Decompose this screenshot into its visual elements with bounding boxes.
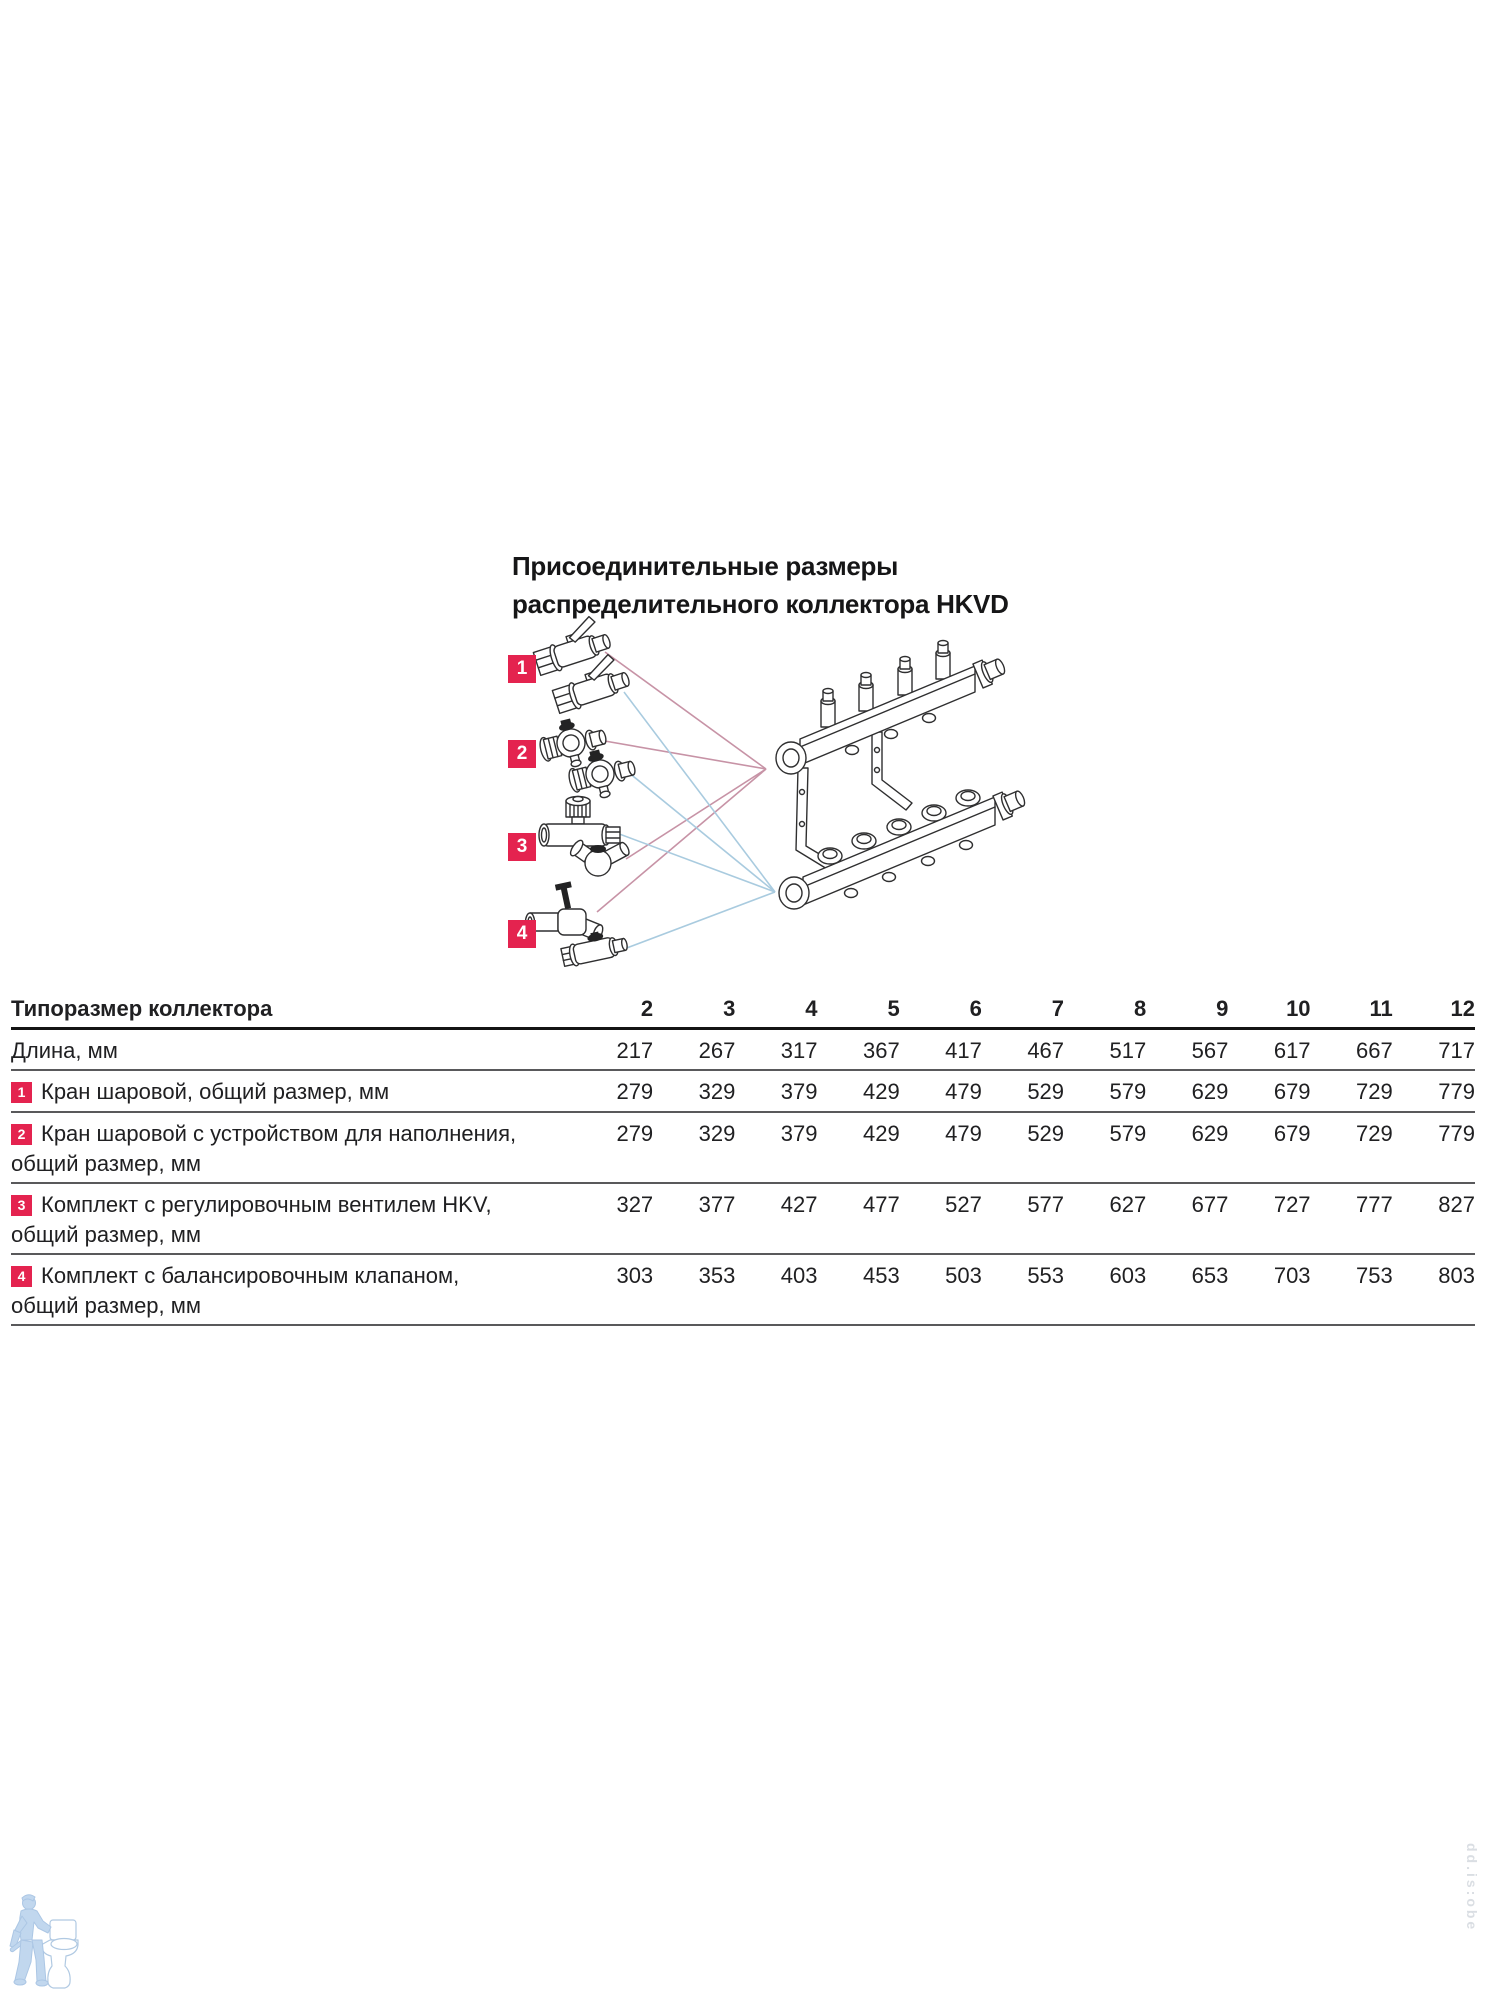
top-header-valve [821,689,835,728]
connector-blue-4 [624,892,775,949]
connector-lines [597,652,775,949]
connector-pink-4 [597,769,766,912]
value-cell: 267 [653,1029,735,1071]
top-header-valve [936,641,950,680]
value-cell: 729 [1311,1112,1393,1183]
size-column-header: 8 [1064,997,1146,1029]
row-label: Комплект с балансировочным клапаном, [41,1263,460,1288]
value-cell: 677 [1146,1183,1228,1254]
value-cell: 403 [735,1254,817,1325]
value-cell: 577 [982,1183,1064,1254]
value-cell: 567 [1146,1029,1228,1071]
size-column-header: 3 [653,997,735,1029]
value-cell: 527 [900,1183,982,1254]
size-column-header: 9 [1146,997,1228,1029]
regulating-valve-illustration-3a [539,797,620,847]
value-cell: 329 [653,1112,735,1183]
table-header-row [11,997,1475,1029]
top-header-valve [898,657,912,696]
value-cell: 529 [982,1112,1064,1183]
value-cell: 553 [982,1254,1064,1325]
value-cell: 279 [571,1112,653,1183]
value-cell: 217 [571,1029,653,1071]
table-row-ball-valve-filling [11,1112,1475,1183]
value-cell: 629 [1146,1070,1228,1112]
value-cell: 317 [735,1029,817,1071]
value-cell: 627 [1064,1183,1146,1254]
value-cell: 803 [1393,1254,1475,1325]
diagram-marker-2: 2 [508,740,536,768]
row-marker-badge: 4 [11,1266,32,1287]
size-column-header: 12 [1393,997,1475,1029]
page-title-line2: распределительного коллектора HKVD [512,589,1009,619]
size-column-header: 10 [1228,997,1310,1029]
value-cell: 679 [1228,1112,1310,1183]
diagram-marker-1: 1 [508,655,536,683]
value-cell: 379 [735,1070,817,1112]
value-cell: 477 [818,1183,900,1254]
row-label-line2: общий размер, мм [11,1293,202,1318]
top-header-valve [859,673,873,712]
value-cell: 303 [571,1254,653,1325]
value-cell: 579 [1064,1112,1146,1183]
value-cell: 753 [1311,1254,1393,1325]
value-cell: 517 [1064,1029,1146,1071]
row-label: Кран шаровой с устройством для наполнения, [41,1121,517,1146]
value-cell: 703 [1228,1254,1310,1325]
value-cell: 467 [982,1029,1064,1071]
size-column-header: 11 [1311,997,1393,1029]
value-cell: 417 [900,1029,982,1071]
table-row-ball-valve [11,1070,1475,1112]
value-cell: 727 [1228,1183,1310,1254]
row-label: Комплект с регулировочным вентилем HKV, [41,1192,492,1217]
side-watermark-text: dd.is:obe [1464,1843,1480,1933]
dimensions-table [11,997,1475,1326]
value-cell: 377 [653,1183,735,1254]
row-label: Длина, мм [11,1038,118,1063]
value-cell: 617 [1228,1029,1310,1071]
table-row-length [11,1029,1475,1071]
connector-blue-2 [628,772,775,892]
value-cell: 777 [1311,1183,1393,1254]
row-label: Кран шаровой, общий размер, мм [41,1079,390,1104]
page-title-line1: Присоединительные размеры [512,551,899,581]
table-row-hkv-set [11,1183,1475,1254]
value-cell: 503 [900,1254,982,1325]
row-label-line2: общий размер, мм [11,1151,202,1176]
table-header-label: Типоразмер коллектора [11,997,571,1029]
value-cell: 653 [1146,1254,1228,1325]
plumber-with-toilet-watermark-icon [8,1878,88,1992]
connector-blue-1 [624,692,775,892]
value-cell: 729 [1311,1070,1393,1112]
value-cell: 603 [1064,1254,1146,1325]
value-cell: 453 [818,1254,900,1325]
value-cell: 327 [571,1183,653,1254]
bottom-header-knob [956,790,980,806]
value-cell: 429 [818,1112,900,1183]
bottom-header-knob [887,819,911,835]
value-cell: 667 [1311,1029,1393,1071]
value-cell: 329 [653,1070,735,1112]
manifold-illustration [776,641,1028,910]
value-cell: 779 [1393,1070,1475,1112]
bottom-header-knob [852,833,876,849]
value-cell: 827 [1393,1183,1475,1254]
balancing-valve-illustration-4a [526,881,605,941]
row-marker-badge: 1 [11,1082,32,1103]
diagram-marker-4: 4 [508,920,536,948]
diagram-marker-3: 3 [508,833,536,861]
connector-pink-1 [605,652,766,769]
manifold-diagram [480,612,1060,1000]
table-row-balancing-set [11,1254,1475,1325]
size-column-header: 7 [982,997,1064,1029]
size-column-header: 4 [735,997,817,1029]
value-cell: 717 [1393,1029,1475,1071]
value-cell: 379 [735,1112,817,1183]
value-cell: 427 [735,1183,817,1254]
value-cell: 429 [818,1070,900,1112]
size-column-header: 6 [900,997,982,1029]
value-cell: 353 [653,1254,735,1325]
row-marker-badge: 3 [11,1195,32,1216]
value-cell: 629 [1146,1112,1228,1183]
value-cell: 579 [1064,1070,1146,1112]
value-cell: 479 [900,1112,982,1183]
row-marker-badge: 2 [11,1124,32,1145]
connector-pink-3 [626,769,766,859]
value-cell: 779 [1393,1112,1475,1183]
size-column-header: 5 [818,997,900,1029]
value-cell: 367 [818,1029,900,1071]
value-cell: 479 [900,1070,982,1112]
value-cell: 279 [571,1070,653,1112]
size-column-header: 2 [571,997,653,1029]
row-label-line2: общий размер, мм [11,1222,202,1247]
value-cell: 679 [1228,1070,1310,1112]
value-cell: 529 [982,1070,1064,1112]
